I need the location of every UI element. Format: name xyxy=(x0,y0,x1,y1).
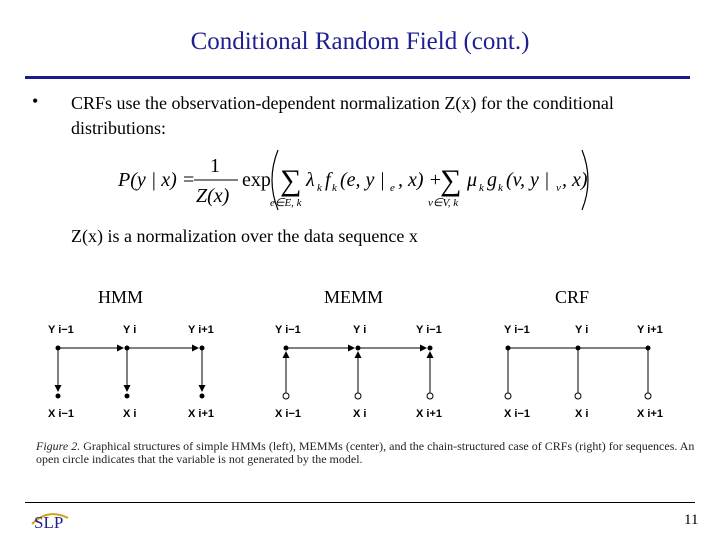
crf-formula xyxy=(110,144,590,216)
svg-text:P(y | x) =: P(y | x) = xyxy=(118,169,196,191)
svg-text:f: f xyxy=(325,169,331,191)
caption-text: Graphical structures of simple HMMs (left), MEMMs (center), and the chain-structured case of CRFs (right) for sequences. An open circle indicates that the variable is not generated by the model. xyxy=(36,439,695,466)
svg-text:∑: ∑ xyxy=(440,164,462,197)
slp-logo xyxy=(28,504,72,534)
crf-x-label: X i+1 xyxy=(637,408,663,420)
svg-text:k: k xyxy=(332,182,337,194)
crf-y-label: Y i−1 xyxy=(504,324,530,336)
memm-graph xyxy=(275,324,442,420)
normalization-note: Z(x) is a normalization over the data sequence x xyxy=(71,226,418,246)
bullet-text: CRFs use the observation-dependent normalization Z(x) for the conditional distributions: xyxy=(71,93,614,138)
svg-text:∑: ∑ xyxy=(280,164,302,197)
svg-text:k: k xyxy=(498,182,503,194)
crf-y-label: Y i xyxy=(575,324,589,336)
svg-text:(e, y |: (e, y | xyxy=(340,169,385,191)
bullet-marker: • xyxy=(32,91,39,111)
crf-x-label: X i xyxy=(575,408,589,420)
svg-text:k: k xyxy=(479,182,484,194)
memm-y-label: Y i−1 xyxy=(275,324,301,336)
title-divider xyxy=(25,76,690,79)
svg-text:(v, y |: (v, y | xyxy=(506,169,550,191)
hmm-y-label: Y i−1 xyxy=(48,324,74,336)
crf-graph xyxy=(504,324,663,420)
caption-label: Figure 2. xyxy=(36,439,81,453)
crf-label: CRF xyxy=(555,287,590,307)
hmm-label: HMM xyxy=(98,287,144,307)
svg-text:, x): , x) xyxy=(562,169,588,191)
memm-x-label: X i+1 xyxy=(416,408,442,420)
graphical-structures-figure xyxy=(20,315,700,430)
svg-text:v: v xyxy=(556,182,561,194)
svg-text:e: e xyxy=(390,182,395,194)
logo-text: SLP xyxy=(34,513,64,532)
svg-text:k: k xyxy=(317,182,322,194)
memm-y-label: Y i−1 xyxy=(416,324,442,336)
svg-text:1: 1 xyxy=(210,155,220,177)
crf-x-label: X i−1 xyxy=(504,408,530,420)
svg-text:e∈E, k: e∈E, k xyxy=(270,197,302,209)
svg-text:exp: exp xyxy=(242,169,271,191)
svg-text:λ: λ xyxy=(306,169,315,191)
svg-text:, x) +: , x) + xyxy=(398,169,443,191)
memm-label: MEMM xyxy=(324,287,384,307)
hmm-x-label: X i xyxy=(123,408,137,420)
hmm-graph xyxy=(48,324,214,420)
hmm-y-label: Y i+1 xyxy=(188,324,214,336)
hmm-x-label: X i−1 xyxy=(48,408,74,420)
footer-divider xyxy=(25,502,695,503)
memm-y-label: Y i xyxy=(353,324,367,336)
figure-caption xyxy=(36,440,696,466)
svg-text:v∈V, k: v∈V, k xyxy=(428,197,459,209)
hmm-y-label: Y i xyxy=(123,324,137,336)
svg-text:g: g xyxy=(487,169,497,191)
hmm-x-label: X i+1 xyxy=(188,408,214,420)
svg-text:Z(x): Z(x) xyxy=(196,185,230,207)
memm-x-label: X i xyxy=(353,408,367,420)
memm-x-label: X i−1 xyxy=(275,408,301,420)
svg-text:μ: μ xyxy=(467,169,478,191)
page-number: 11 xyxy=(684,512,699,528)
slide-title: Conditional Random Field (cont.) xyxy=(190,28,530,55)
crf-y-label: Y i+1 xyxy=(637,324,663,336)
